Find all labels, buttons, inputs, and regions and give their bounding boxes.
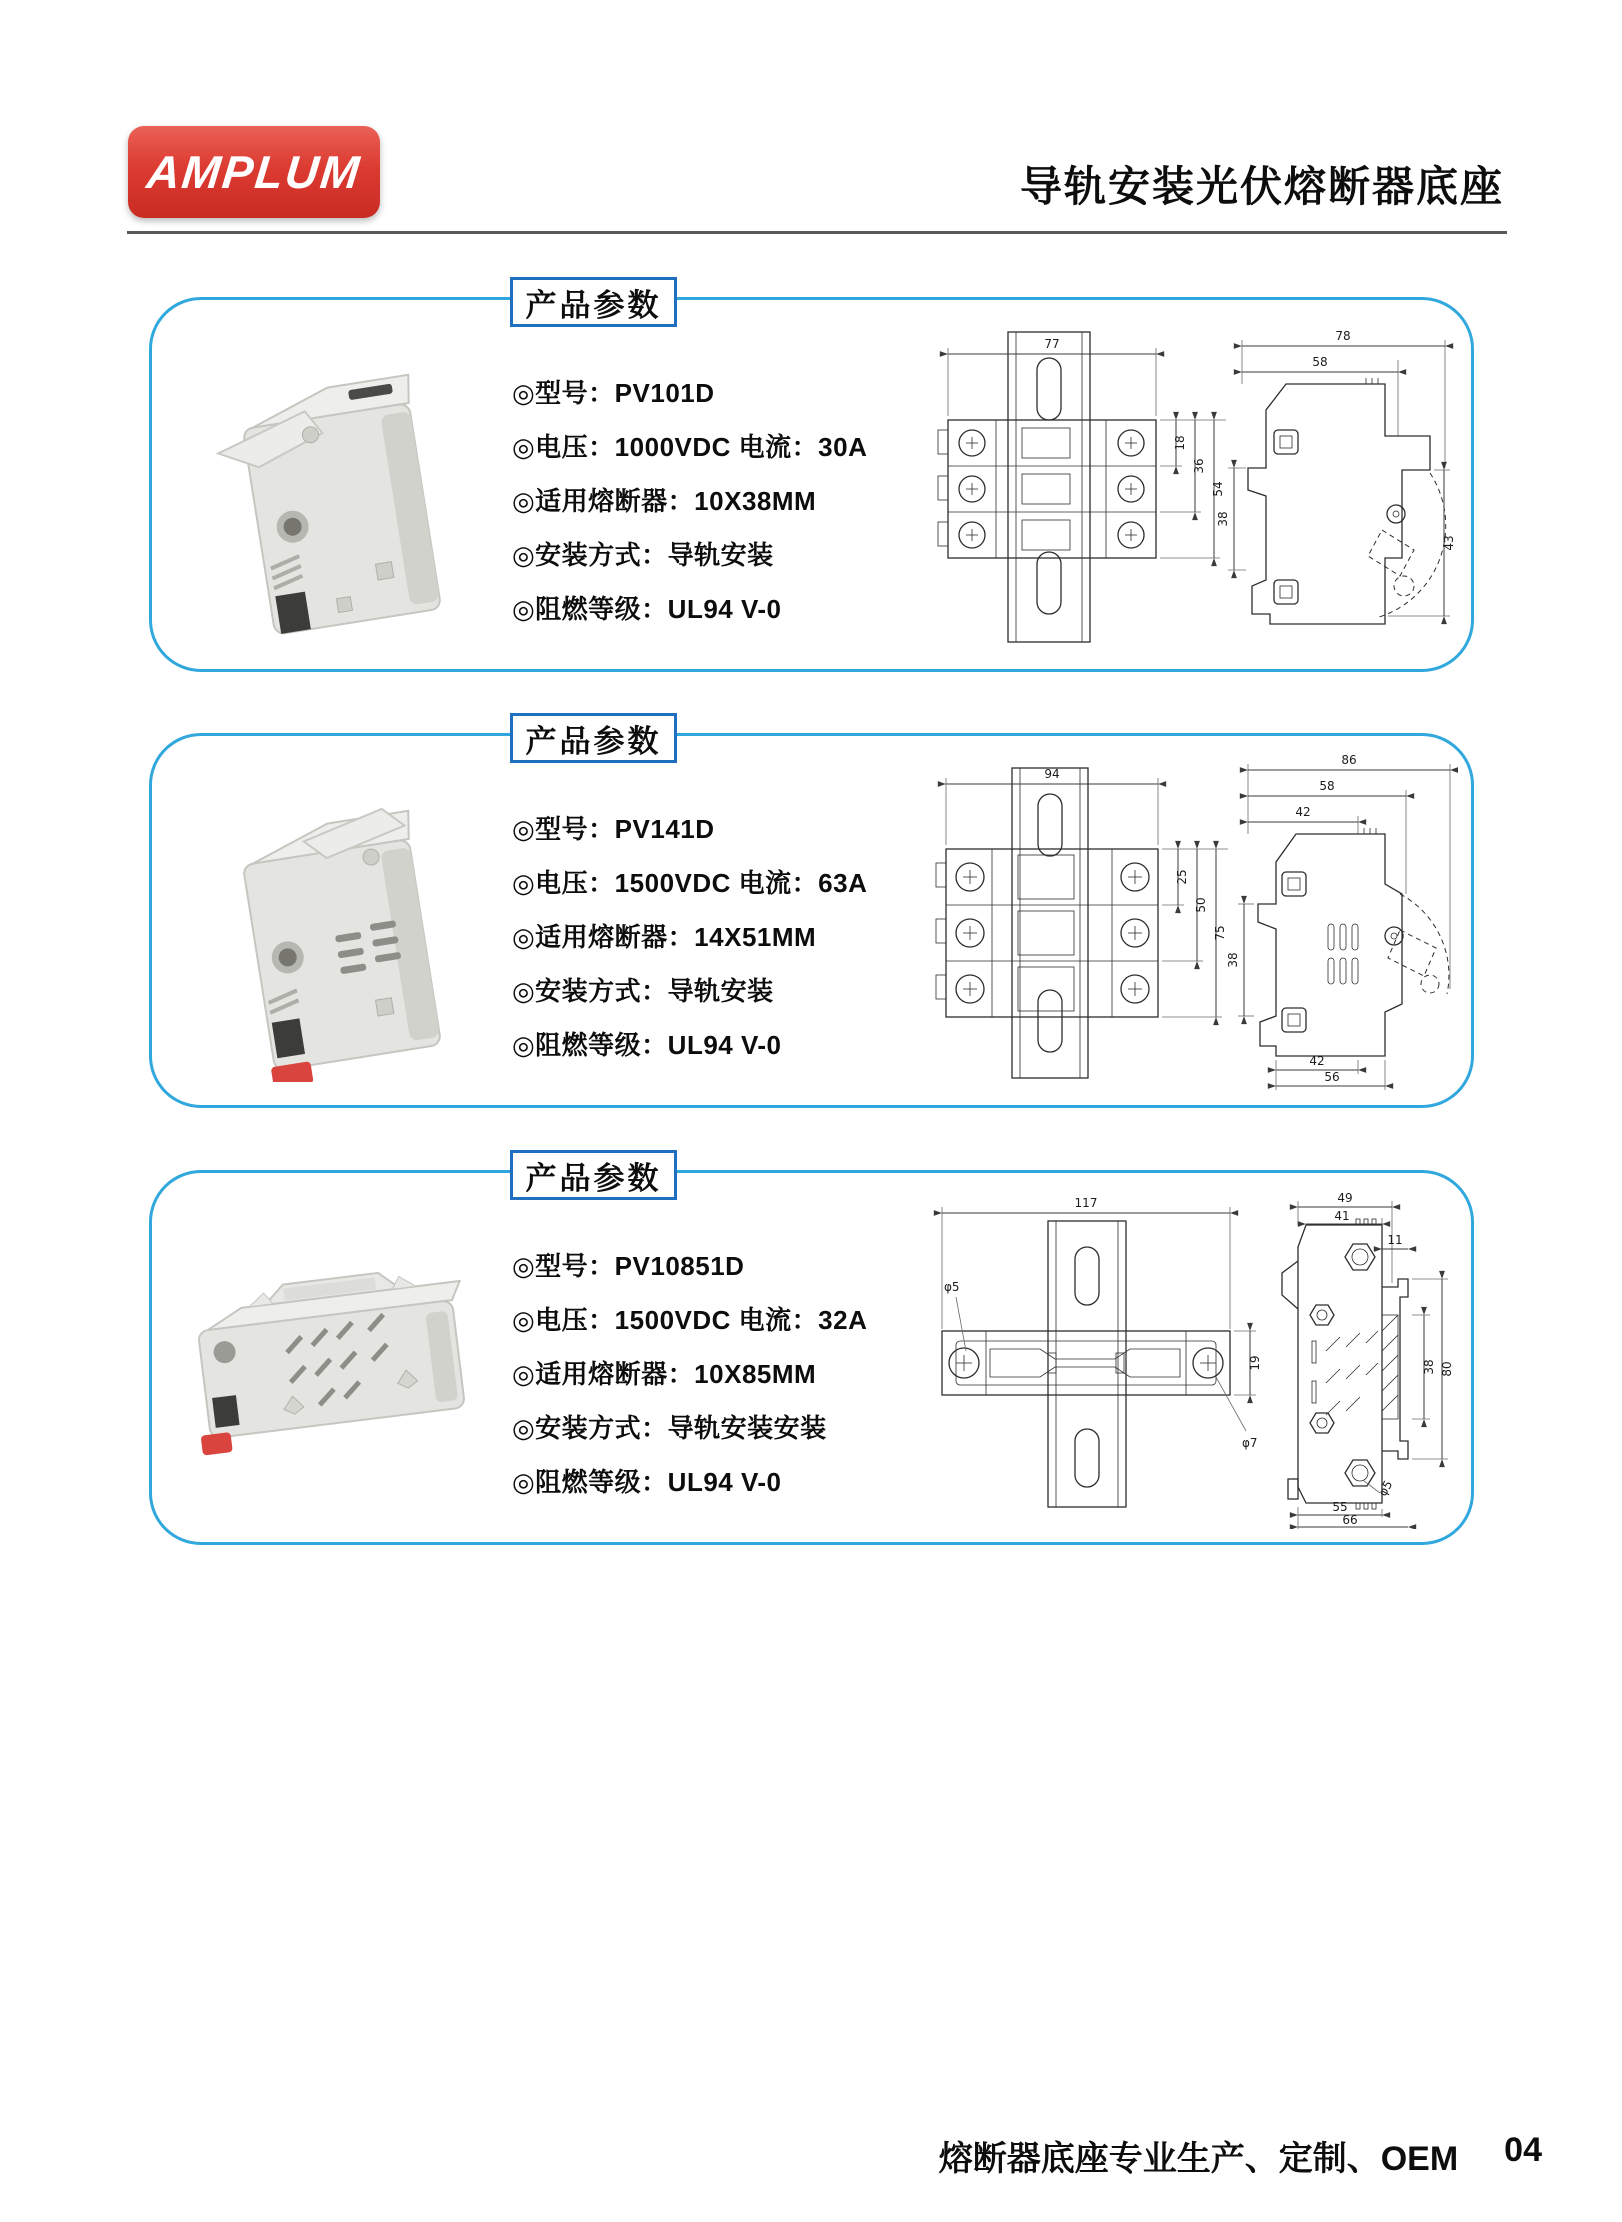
spec-fuse-size: ◎适用熔断器：14X51MM (512, 922, 817, 952)
spec-flammability: ◎阻燃等级：UL94 V-0 (512, 1467, 782, 1497)
spec-mounting: ◎安装方式：导轨安装 (512, 976, 774, 1006)
spec-flammability: ◎阻燃等级：UL94 V-0 (512, 594, 782, 624)
page-number: 04 (1504, 2131, 1542, 2169)
footer-slogan: 熔断器底座专业生产、定制、OEM (938, 2140, 1459, 2178)
dim-phi5: φ5 (944, 1280, 960, 1294)
brand-logo (128, 126, 380, 218)
spec-model: ◎型号：PV10851D (512, 1251, 745, 1281)
section-label-text: 产品参数 (525, 1160, 662, 1196)
spec-model: ◎型号：PV101D (512, 378, 715, 408)
fuse-holder-illustration (184, 1263, 477, 1455)
brand-logo-text: AMPLUM (144, 146, 364, 198)
dim-80: 80 (1440, 1361, 1454, 1377)
dim-phi5-side: φ5 (1375, 1478, 1396, 1499)
product-section-pv10851d (149, 1160, 1474, 1545)
dim-50: 50 (1194, 897, 1208, 913)
dim-depth: 78 (1335, 329, 1351, 343)
spec-model: ◎型号：PV141D (512, 814, 715, 844)
dim-58: 58 (1312, 355, 1328, 369)
fuse-holder-illustration (234, 805, 449, 1082)
spec-voltage-current: ◎电压：1500VDC 电流：32A (512, 1305, 868, 1335)
technical-drawing-pv141d (930, 754, 1458, 1092)
side-view (1216, 329, 1456, 624)
screw-icons (956, 863, 1149, 1003)
product-photo-pv10851d (168, 1197, 500, 1519)
dim-38: 38 (1216, 511, 1230, 527)
header-divider (127, 231, 1507, 234)
dim-25: 25 (1175, 869, 1189, 885)
screw-icons (959, 430, 1144, 548)
product-photo-pv101d (168, 324, 500, 646)
dim-width: 94 (1044, 767, 1060, 781)
dim-42-bottom: 42 (1309, 1054, 1325, 1068)
spec-list (512, 366, 867, 636)
product-section-pv101d (149, 287, 1474, 672)
spec-list (512, 802, 867, 1072)
dim-38: 38 (1226, 952, 1240, 968)
dim-41: 41 (1334, 1209, 1350, 1223)
page-title: 导轨安装光伏熔断器底座 (1019, 163, 1504, 210)
dim-18: 18 (1173, 435, 1187, 451)
spec-fuse-size: ◎适用熔断器：10X85MM (512, 1359, 817, 1389)
section-label-text: 产品参数 (525, 723, 662, 759)
section-label-text: 产品参数 (525, 287, 662, 323)
dim-11: 11 (1387, 1233, 1403, 1247)
dim-38: 38 (1422, 1359, 1436, 1375)
dim-42: 42 (1295, 805, 1311, 819)
front-view (942, 1196, 1262, 1507)
spec-voltage-current: ◎电压：1500VDC 电流：63A (512, 868, 868, 898)
dim-width: 77 (1044, 337, 1060, 351)
dim-66: 66 (1342, 1513, 1358, 1527)
dim-depth: 86 (1341, 754, 1357, 767)
side-view (1282, 1191, 1454, 1529)
dim-55: 55 (1332, 1500, 1348, 1514)
section-label (510, 713, 677, 763)
section-label (510, 277, 677, 327)
front-view (938, 332, 1226, 642)
dim-49: 49 (1337, 1191, 1353, 1205)
front-view (936, 767, 1228, 1078)
side-view (1226, 754, 1450, 1090)
dim-54: 54 (1211, 481, 1225, 497)
dim-phi7: φ7 (1242, 1436, 1258, 1450)
spec-mounting: ◎安装方式：导轨安装安装 (512, 1413, 827, 1443)
spec-list (512, 1239, 867, 1509)
dim-56: 56 (1324, 1070, 1340, 1084)
fuse-holder-illustration (211, 375, 445, 639)
product-section-pv141d (149, 723, 1474, 1108)
dim-height: 19 (1248, 1355, 1262, 1371)
spec-fuse-size: ◎适用熔断器：10X38MM (512, 486, 817, 516)
technical-drawing-pv10851d (930, 1191, 1458, 1529)
section-label (510, 1150, 677, 1200)
spec-mounting: ◎安装方式：导轨安装 (512, 540, 774, 570)
spec-voltage-current: ◎电压：1000VDC 电流：30A (512, 432, 868, 462)
dim-58: 58 (1319, 779, 1335, 793)
dim-36: 36 (1192, 458, 1206, 474)
dim-length: 117 (1074, 1196, 1098, 1210)
spec-flammability: ◎阻燃等级：UL94 V-0 (512, 1030, 782, 1060)
dim-75: 75 (1213, 925, 1227, 941)
dim-43: 43 (1442, 535, 1456, 551)
product-photo-pv141d (168, 760, 500, 1082)
page-footer (939, 2131, 1542, 2180)
technical-drawing-pv101d (930, 318, 1458, 656)
